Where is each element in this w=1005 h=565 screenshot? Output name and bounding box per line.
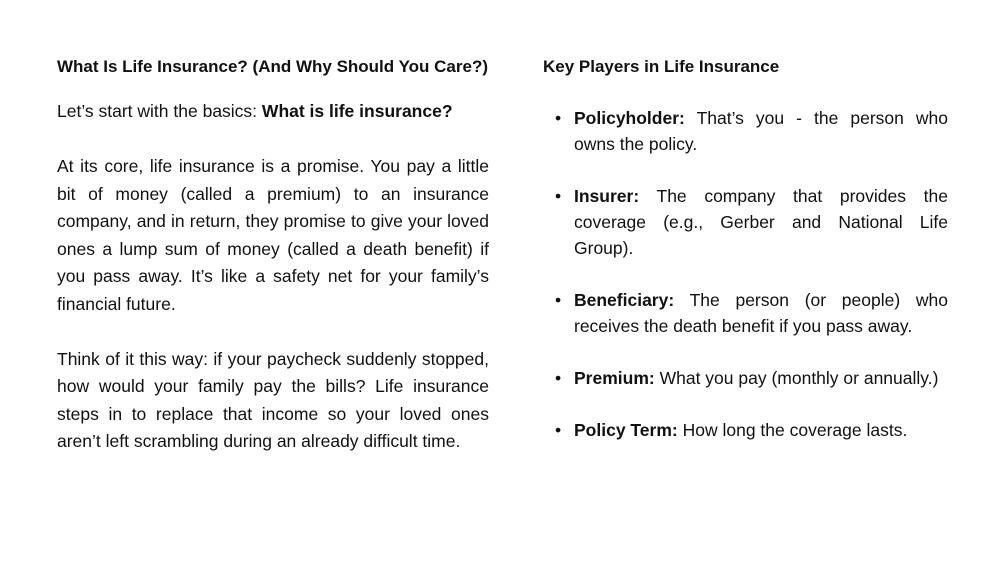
list-item-policyholder: [543, 105, 948, 157]
intro-plain-text: Let’s start with the basics:: [57, 101, 262, 121]
bullet-icon: •: [555, 108, 562, 128]
intro-bold-text: What is life insurance?: [261, 101, 453, 121]
bullet-icon: •: [555, 368, 562, 388]
intro-paragraph: [57, 98, 489, 126]
list-item-text: The person (or people) who receives the death benefit if you pass away.: [574, 290, 948, 336]
key-players-list: [543, 105, 948, 443]
right-column: [543, 52, 948, 469]
paragraph-gap: [57, 126, 489, 154]
bullet-icon: •: [555, 290, 562, 310]
list-item-text: What you pay (monthly or annually.): [654, 368, 939, 388]
paragraph-2: Think of it this way: if your paycheck suddenly stopped, how would your family pay the bills? Life insurance steps in to replace that income so your loved ones aren’t left scrambling during an already difficult time.: [57, 348, 489, 451]
list-item-term: Insurer:: [574, 186, 640, 206]
paragraph-gap: [57, 318, 489, 346]
left-heading: What Is Life Insurance? (And Why Should You Care?): [57, 57, 489, 76]
right-heading: Key Players in Life Insurance: [543, 57, 780, 76]
list-item-text: That’s you - the person who owns the policy.: [574, 108, 948, 154]
list-item-term: Policyholder:: [574, 108, 685, 128]
bullet-icon: •: [555, 420, 562, 440]
list-item-term: Premium:: [574, 368, 655, 388]
list-item-beneficiary: [543, 287, 948, 339]
left-body: [57, 98, 489, 456]
list-item-text: The company that provides the coverage (e.g., Gerber and National Life Group).: [574, 186, 948, 258]
bullet-icon: •: [555, 186, 562, 206]
list-item-policy-term: [543, 417, 948, 443]
paragraph-1: At its core, life insurance is a promise. You pay a little bit of money (called a premium) to an insurance company, and in return, they promise to give your loved ones a lump sum of money (called a death benefit) if you pass away. It’s like a safety net for your family’s financial future.: [57, 156, 489, 314]
list-item-term: Beneficiary:: [574, 290, 675, 310]
list-item-premium: [543, 365, 948, 391]
left-column: [57, 52, 489, 456]
list-item-text: How long the coverage lasts.: [677, 420, 908, 440]
list-item-term: Policy Term:: [574, 420, 678, 440]
list-item-insurer: [543, 183, 948, 261]
